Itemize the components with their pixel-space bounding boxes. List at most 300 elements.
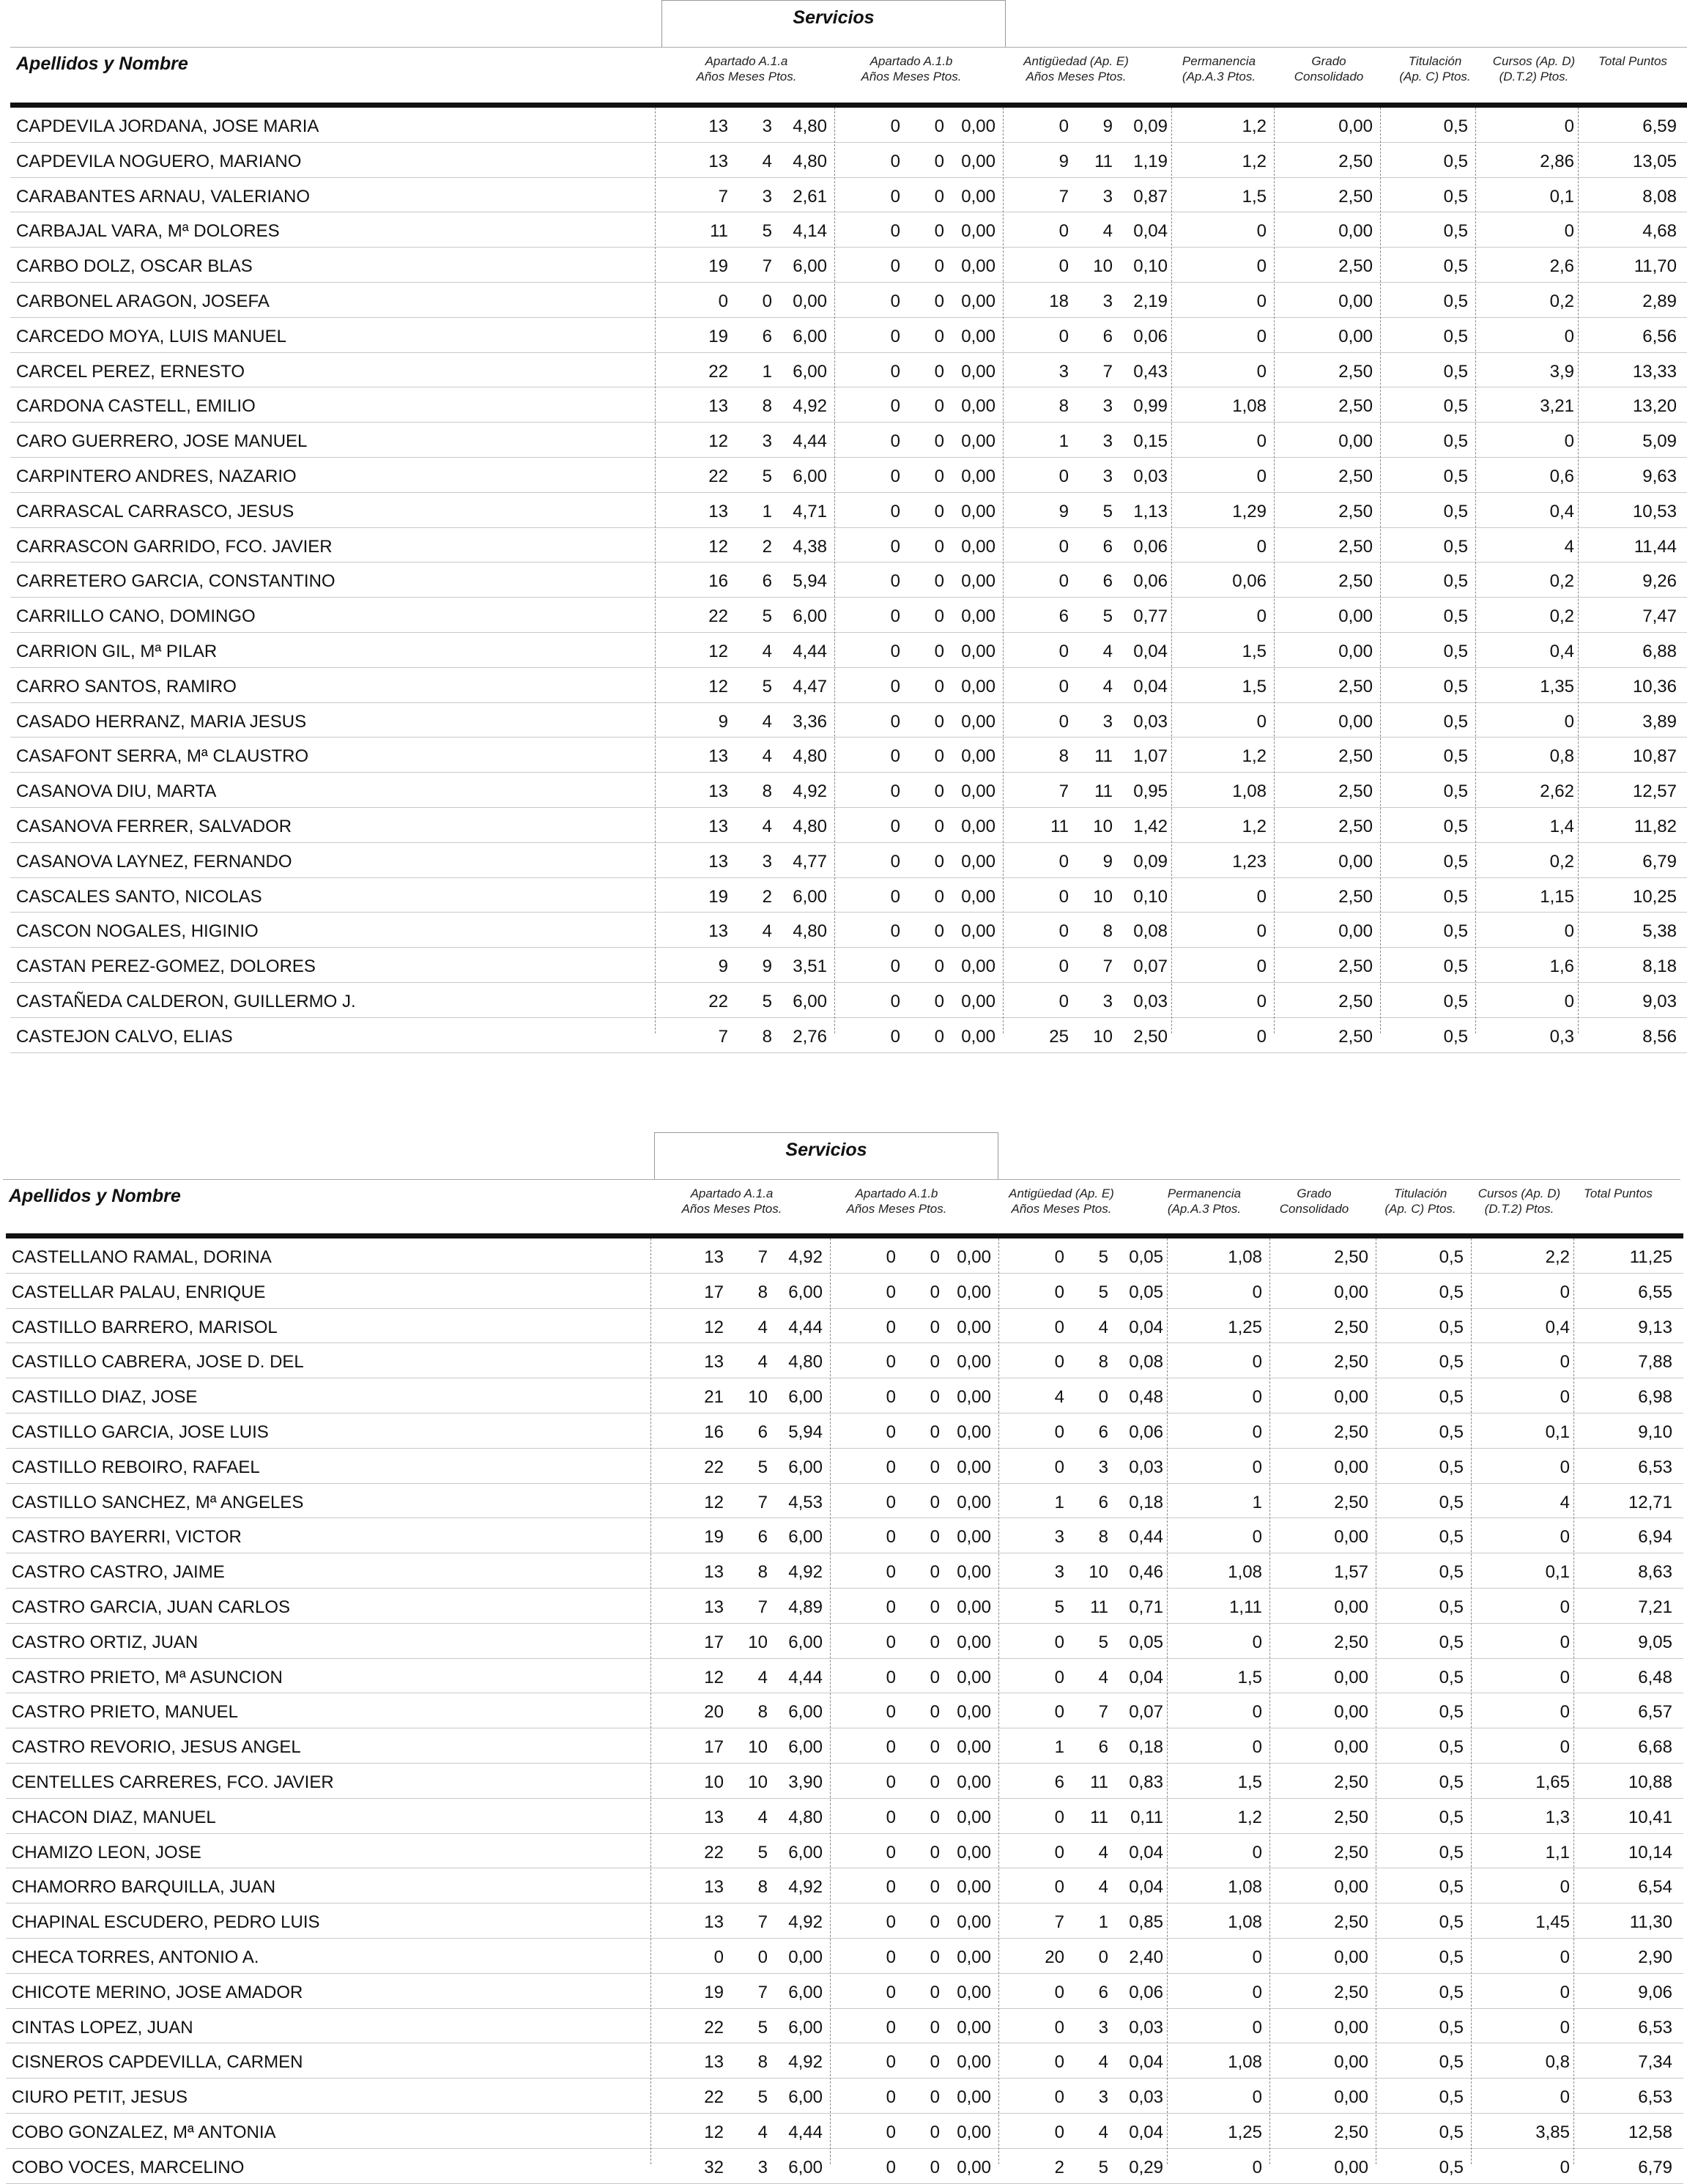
cell-antig-pts: 0,15: [1133, 431, 1168, 452]
cell-antig-pts: 0,06: [1133, 536, 1168, 557]
cell-name: CARRION GIL, Mª PILAR: [16, 641, 218, 661]
cell-grado: 0,00: [1338, 851, 1373, 872]
servicios-header: [654, 1132, 998, 1180]
cell-a1b-pts: 0,00: [957, 1387, 991, 1408]
cell-permanencia: 0: [1252, 1527, 1262, 1548]
cell-a1b-months: 0: [934, 466, 944, 486]
cell-a1a-years: 16: [708, 571, 728, 592]
cell-cursos: 1,45: [1535, 1912, 1570, 1933]
cell-a1b-pts: 0,00: [961, 991, 995, 1011]
cell-permanencia: 0: [1252, 1842, 1262, 1862]
cell-a1b-years: 0: [890, 711, 900, 732]
cell-antig-years: 2: [1054, 2157, 1064, 2177]
cell-permanencia: 1: [1252, 1492, 1262, 1512]
cell-titulacion: 0,5: [1439, 1457, 1464, 1477]
cell-a1b-years: 0: [890, 606, 900, 627]
cell-a1a-pts: 2,61: [793, 186, 827, 207]
cell-a1a-years: 13: [704, 1562, 724, 1583]
cell-cursos: 2,62: [1540, 781, 1574, 802]
cell-permanencia: 0: [1252, 1702, 1262, 1723]
cell-antig-years: 6: [1058, 606, 1069, 627]
cell-name: CASTRO PRIETO, Mª ASUNCION: [12, 1667, 283, 1687]
cell-a1b-years: 0: [890, 781, 900, 802]
table-body-2: [6, 1238, 1683, 2184]
cell-a1b-pts: 0,00: [961, 746, 995, 767]
cell-cursos: 0: [1560, 1387, 1570, 1408]
cell-grado: 0,00: [1338, 606, 1373, 627]
cell-grado: 0,00: [1334, 2157, 1368, 2177]
cell-a1a-pts: 6,00: [793, 361, 827, 382]
cell-a1b-pts: 0,00: [961, 1026, 995, 1047]
table-row: [6, 1903, 1683, 1939]
cell-antig-pts: 0,04: [1129, 2052, 1163, 2073]
cell-antig-years: 0: [1054, 1632, 1064, 1652]
cell-titulacion: 0,5: [1439, 1842, 1464, 1862]
cell-a1b-months: 0: [930, 1842, 940, 1862]
cell-a1a-years: 19: [708, 326, 728, 346]
cell-total: 7,88: [1638, 1352, 1672, 1373]
cell-a1b-pts: 0,00: [957, 2017, 991, 2038]
cell-cursos: 0,1: [1545, 1422, 1570, 1442]
cell-a1b-years: 0: [890, 851, 900, 872]
cell-total: 6,56: [1642, 326, 1677, 346]
cell-grado: 2,50: [1338, 151, 1373, 171]
cell-a1b-pts: 0,00: [961, 851, 995, 872]
cell-a1a-months: 4: [757, 1352, 768, 1373]
cell-cursos: 0: [1560, 1982, 1570, 2002]
cell-a1a-months: 4: [757, 1807, 768, 1827]
cell-a1b-months: 0: [930, 2122, 940, 2142]
cell-a1b-pts: 0,00: [957, 1457, 991, 1477]
cell-antig-years: 0: [1058, 466, 1069, 486]
cell-antig-months: 3: [1098, 2087, 1108, 2108]
cell-grado: 0,00: [1334, 1597, 1368, 1617]
column-divider: [1475, 108, 1476, 1033]
table-row: [10, 913, 1687, 948]
header-apellidos-nombre: Apellidos y Nombre: [9, 1186, 181, 1206]
cell-a1b-pts: 0,00: [957, 1562, 991, 1583]
cell-grado: 2,50: [1334, 1352, 1368, 1373]
cell-a1a-years: 22: [704, 1457, 724, 1477]
cell-name: CARBO DOLZ, OSCAR BLAS: [16, 256, 253, 277]
cell-a1a-pts: 4,92: [793, 781, 827, 802]
cell-a1a-pts: 4,47: [793, 676, 827, 697]
cell-total: 9,13: [1638, 1317, 1672, 1337]
cell-grado: 2,50: [1338, 746, 1373, 767]
cell-titulacion: 0,5: [1439, 1947, 1464, 1967]
cell-permanencia: 0: [1252, 1737, 1262, 1758]
cell-a1b-years: 0: [886, 1912, 896, 1933]
cell-antig-months: 3: [1102, 431, 1113, 452]
cell-a1a-months: 8: [757, 1282, 768, 1302]
cell-a1a-pts: 6,00: [788, 1527, 823, 1548]
cell-a1a-pts: 4,92: [793, 396, 827, 417]
cell-total: 5,09: [1642, 431, 1677, 452]
cell-a1b-months: 0: [930, 1247, 940, 1267]
table-row: [10, 458, 1687, 493]
cell-a1b-years: 0: [886, 1282, 896, 1302]
table-row: [10, 318, 1687, 353]
cell-name: CASADO HERRANZ, MARIA JESUS: [16, 711, 307, 732]
cell-permanencia: 1,2: [1242, 816, 1267, 836]
cell-a1b-pts: 0,00: [957, 1912, 991, 1933]
cell-grado: 1,57: [1334, 1562, 1368, 1583]
cell-antig-years: 0: [1054, 1667, 1064, 1687]
cell-antig-pts: 1,07: [1133, 746, 1168, 767]
table-row: [10, 1018, 1687, 1053]
cell-a1b-months: 0: [934, 606, 944, 627]
cell-antig-years: 0: [1054, 1457, 1064, 1477]
cell-a1a-months: 4: [757, 1317, 768, 1337]
cell-a1a-months: 3: [762, 431, 772, 452]
cell-a1b-years: 0: [890, 501, 900, 521]
cell-a1a-months: 8: [757, 2052, 768, 2073]
cell-a1a-years: 19: [708, 886, 728, 907]
column-divider: [1167, 1238, 1168, 2164]
cell-a1a-years: 13: [708, 921, 728, 942]
column-divider: [830, 1238, 831, 2164]
table-body-1: [10, 108, 1687, 1053]
cell-a1a-years: 9: [718, 711, 728, 732]
cell-antig-pts: 0,43: [1133, 361, 1168, 382]
column-divider: [1471, 1238, 1472, 2164]
cell-permanencia: 1,5: [1242, 186, 1267, 207]
cell-a1a-years: 13: [704, 1807, 724, 1827]
cell-antig-pts: 0,71: [1129, 1597, 1163, 1617]
cell-a1a-years: 22: [708, 606, 728, 627]
header-cursos: Cursos (Ap. D) (D.T.2) Ptos.: [1477, 1186, 1561, 1216]
cell-name: COBO VOCES, MARCELINO: [12, 2157, 245, 2177]
cell-grado: 2,50: [1338, 781, 1373, 802]
cell-grado: 2,50: [1338, 186, 1373, 207]
cell-antig-months: 4: [1098, 2122, 1108, 2142]
cell-a1a-pts: 4,92: [788, 1912, 823, 1933]
cell-titulacion: 0,5: [1443, 466, 1468, 486]
cell-a1a-pts: 4,89: [788, 1597, 823, 1617]
cell-cursos: 0,2: [1549, 291, 1574, 311]
table-row: [10, 738, 1687, 773]
cell-antig-years: 1: [1058, 431, 1069, 452]
cell-a1a-months: 4: [757, 1667, 768, 1687]
cell-antig-years: 0: [1058, 991, 1069, 1011]
cell-antig-pts: 2,50: [1133, 1026, 1168, 1047]
cell-name: CASTRO PRIETO, MANUEL: [12, 1702, 238, 1723]
cell-permanencia: 0: [1256, 957, 1267, 977]
cell-permanencia: 1,5: [1237, 1667, 1262, 1687]
cell-a1b-years: 0: [890, 746, 900, 767]
cell-name: CARRETERO GARCIA, CONSTANTINO: [16, 571, 335, 592]
cell-antig-months: 4: [1098, 2052, 1108, 2073]
cell-a1b-years: 0: [886, 1317, 896, 1337]
cell-total: 11,44: [1634, 536, 1677, 557]
table-row: [10, 528, 1687, 563]
cell-antig-years: 0: [1058, 221, 1069, 242]
cell-a1a-years: 13: [708, 816, 728, 836]
header-total-puntos: Total Puntos: [1584, 1186, 1653, 1200]
cell-name: CASCON NOGALES, HIGINIO: [16, 921, 259, 942]
cell-a1a-years: 12: [708, 641, 728, 661]
cell-antig-pts: 0,03: [1133, 466, 1168, 486]
cell-antig-pts: 0,10: [1133, 256, 1168, 277]
cell-a1b-pts: 0,00: [957, 1282, 991, 1302]
cell-a1a-years: 19: [704, 1982, 724, 2002]
cell-titulacion: 0,5: [1439, 2052, 1464, 2073]
cell-antig-months: 5: [1102, 501, 1113, 521]
cell-name: CASTRO GARCIA, JUAN CARLOS: [12, 1597, 291, 1617]
cell-a1a-years: 12: [704, 1492, 724, 1512]
cell-a1b-years: 0: [886, 1982, 896, 2002]
cell-name: CASAFONT SERRA, Mª CLAUSTRO: [16, 746, 309, 767]
cell-a1a-pts: 0,00: [793, 291, 827, 311]
cell-grado: 2,50: [1338, 361, 1373, 382]
cell-a1b-pts: 0,00: [961, 641, 995, 661]
cell-cursos: 0: [1560, 1527, 1570, 1548]
cell-titulacion: 0,5: [1439, 1737, 1464, 1758]
header-titulacion: Titulación (Ap. C) Ptos.: [1399, 54, 1471, 83]
cell-cursos: 0: [1560, 1702, 1570, 1723]
cell-antig-years: 0: [1054, 1282, 1064, 1302]
cell-antig-pts: 0,04: [1133, 676, 1168, 697]
cell-cursos: 0: [1564, 921, 1574, 942]
cell-a1b-months: 0: [930, 1527, 940, 1548]
cell-cursos: 0: [1564, 326, 1574, 346]
cell-antig-years: 0: [1058, 886, 1069, 907]
cell-titulacion: 0,5: [1439, 1632, 1464, 1652]
cell-a1b-pts: 0,00: [957, 1492, 991, 1512]
cell-a1a-pts: 4,92: [788, 1247, 823, 1267]
cell-permanencia: 0: [1256, 291, 1267, 311]
cell-cursos: 1,1: [1545, 1842, 1570, 1862]
cell-a1a-years: 12: [704, 1667, 724, 1687]
cell-cursos: 1,15: [1540, 886, 1574, 907]
cell-a1a-pts: 2,76: [793, 1026, 827, 1047]
cell-titulacion: 0,5: [1439, 2122, 1464, 2142]
cell-antig-years: 0: [1054, 2087, 1064, 2108]
cell-a1a-pts: 6,00: [788, 1737, 823, 1758]
cell-permanencia: 0: [1252, 2017, 1262, 2038]
cell-a1b-pts: 0,00: [961, 326, 995, 346]
cell-a1b-years: 0: [890, 641, 900, 661]
cell-titulacion: 0,5: [1439, 1982, 1464, 2002]
cell-a1a-pts: 4,92: [788, 1877, 823, 1898]
cell-antig-years: 0: [1054, 2017, 1064, 2038]
cell-total: 10,88: [1628, 1772, 1672, 1792]
cell-a1a-years: 13: [708, 746, 728, 767]
cell-total: 2,89: [1642, 291, 1677, 311]
table-row: [6, 2114, 1683, 2149]
header-antiguedad: Antigüedad (Ap. E) Años Meses Ptos.: [1023, 54, 1129, 83]
cell-a1a-months: 7: [757, 1982, 768, 2002]
cell-name: CASANOVA LAYNEZ, FERNANDO: [16, 851, 292, 872]
cell-total: 6,53: [1638, 2017, 1672, 2038]
column-divider: [998, 1238, 999, 2164]
column-divider: [1274, 108, 1275, 1033]
cell-a1b-pts: 0,00: [961, 676, 995, 697]
cell-cursos: 2,2: [1545, 1247, 1570, 1267]
cell-antig-years: 0: [1058, 711, 1069, 732]
cell-total: 6,94: [1638, 1527, 1672, 1548]
cell-titulacion: 0,5: [1443, 816, 1468, 836]
cell-a1b-pts: 0,00: [961, 781, 995, 802]
cell-a1a-months: 4: [762, 746, 772, 767]
cell-antig-pts: 0,95: [1133, 781, 1168, 802]
cell-permanencia: 1,08: [1228, 1562, 1262, 1583]
cell-permanencia: 1,08: [1232, 781, 1267, 802]
cell-antig-pts: 0,07: [1133, 957, 1168, 977]
cell-a1a-years: 19: [708, 256, 728, 277]
cell-antig-months: 6: [1102, 571, 1113, 592]
cell-a1b-pts: 0,00: [957, 1807, 991, 1827]
cell-a1a-years: 32: [704, 2157, 724, 2177]
cell-a1b-pts: 0,00: [961, 221, 995, 242]
cell-grado: 0,00: [1338, 326, 1373, 346]
cell-a1b-pts: 0,00: [961, 466, 995, 486]
cell-a1b-months: 0: [930, 1702, 940, 1723]
cell-total: 9,63: [1642, 466, 1677, 486]
cell-a1b-months: 0: [934, 676, 944, 697]
cell-a1b-months: 0: [934, 921, 944, 942]
table-row: [10, 668, 1687, 703]
cell-permanencia: 0: [1252, 1632, 1262, 1652]
cell-cursos: 0: [1564, 431, 1574, 452]
cell-antig-pts: 1,42: [1133, 816, 1168, 836]
cell-a1a-pts: 4,80: [793, 921, 827, 942]
cell-a1a-pts: 0,00: [788, 1947, 823, 1967]
cell-cursos: 0: [1560, 1667, 1570, 1687]
cell-a1a-pts: 4,80: [793, 151, 827, 171]
table-row: [6, 1484, 1683, 1519]
cell-permanencia: 0: [1256, 256, 1267, 277]
cell-antig-years: 0: [1058, 851, 1069, 872]
cell-antig-pts: 0,83: [1129, 1772, 1163, 1792]
cell-a1a-months: 10: [748, 1737, 768, 1758]
cell-a1b-months: 0: [930, 2087, 940, 2108]
header-apartado-a1a: Apartado A.1.a Años Meses Ptos.: [696, 54, 797, 83]
cell-titulacion: 0,5: [1443, 571, 1468, 592]
cell-a1a-pts: 4,14: [793, 221, 827, 242]
cell-a1b-years: 0: [890, 361, 900, 382]
cell-antig-years: 3: [1054, 1562, 1064, 1583]
cell-titulacion: 0,5: [1443, 957, 1468, 977]
cell-antig-pts: 0,08: [1129, 1352, 1163, 1373]
cell-antig-years: 8: [1058, 746, 1069, 767]
cell-antig-years: 0: [1058, 536, 1069, 557]
cell-a1a-years: 22: [708, 361, 728, 382]
cell-a1a-years: 22: [704, 2087, 724, 2108]
cell-a1a-pts: 4,71: [793, 501, 827, 521]
cell-antig-years: 0: [1054, 1422, 1064, 1442]
cell-antig-pts: 0,29: [1129, 2157, 1163, 2177]
cell-antig-pts: 0,05: [1129, 1247, 1163, 1267]
cell-antig-months: 5: [1098, 1282, 1108, 1302]
table-section-2: [0, 1132, 1687, 2177]
cell-total: 8,56: [1642, 1026, 1677, 1047]
cell-grado: 2,50: [1334, 1492, 1368, 1512]
cell-antig-months: 11: [1094, 781, 1113, 802]
cell-permanencia: 1,08: [1228, 1877, 1262, 1898]
cell-name: CARCEL PEREZ, ERNESTO: [16, 361, 245, 382]
cell-grado: 2,50: [1338, 396, 1373, 417]
cell-a1b-months: 0: [934, 501, 944, 521]
cell-antig-years: 0: [1058, 921, 1069, 942]
cell-antig-years: 0: [1058, 641, 1069, 661]
cell-a1b-months: 0: [934, 326, 944, 346]
cell-total: 10,87: [1632, 746, 1677, 767]
cell-a1b-months: 0: [930, 1947, 940, 1967]
cell-antig-years: 18: [1049, 291, 1069, 311]
cell-a1b-years: 0: [886, 1877, 896, 1898]
cell-name: CHAMIZO LEON, JOSE: [12, 1842, 201, 1862]
cell-antig-months: 11: [1094, 151, 1113, 171]
cell-total: 9,05: [1638, 1632, 1672, 1652]
cell-titulacion: 0,5: [1443, 536, 1468, 557]
cell-antig-pts: 0,04: [1129, 1842, 1163, 1862]
cell-total: 2,90: [1638, 1947, 1672, 1967]
cell-a1b-years: 0: [890, 991, 900, 1011]
cell-titulacion: 0,5: [1443, 151, 1468, 171]
cell-a1a-months: 10: [748, 1387, 768, 1408]
cell-a1a-pts: 6,00: [788, 1702, 823, 1723]
cell-a1b-pts: 0,00: [957, 1527, 991, 1548]
cell-a1b-months: 0: [930, 1667, 940, 1687]
cell-antig-months: 0: [1098, 1947, 1108, 1967]
cell-titulacion: 0,5: [1443, 361, 1468, 382]
cell-a1b-pts: 0,00: [961, 186, 995, 207]
cell-antig-months: 3: [1098, 1457, 1108, 1477]
cell-total: 10,25: [1632, 886, 1677, 907]
cell-antig-months: 10: [1089, 1562, 1108, 1583]
table-row: [6, 1309, 1683, 1344]
cell-antig-months: 3: [1102, 291, 1113, 311]
cell-a1a-pts: 6,00: [793, 256, 827, 277]
cell-cursos: 0: [1564, 711, 1574, 732]
cell-grado: 0,00: [1334, 1387, 1368, 1408]
cell-antig-months: 11: [1094, 746, 1113, 767]
cell-titulacion: 0,5: [1439, 1492, 1464, 1512]
table-row: [10, 562, 1687, 598]
cell-permanencia: 1,25: [1228, 1317, 1262, 1337]
cell-antig-pts: 1,19: [1133, 151, 1168, 171]
cell-total: 8,18: [1642, 957, 1677, 977]
cell-titulacion: 0,5: [1439, 1667, 1464, 1687]
cell-total: 9,06: [1638, 1982, 1672, 2002]
cell-a1a-pts: 4,44: [788, 1667, 823, 1687]
cell-a1a-months: 4: [757, 2122, 768, 2142]
cell-cursos: 3,9: [1549, 361, 1574, 382]
cell-cursos: 3,21: [1540, 396, 1574, 417]
cell-name: CASTILLO DIAZ, JOSE: [12, 1387, 198, 1408]
cell-cursos: 0,6: [1549, 466, 1574, 486]
cell-a1b-months: 0: [934, 256, 944, 277]
cell-cursos: 0,4: [1545, 1317, 1570, 1337]
cell-a1b-pts: 0,00: [961, 116, 995, 136]
cell-total: 6,59: [1642, 116, 1677, 136]
cell-a1b-years: 0: [886, 1457, 896, 1477]
cell-grado: 2,50: [1338, 571, 1373, 592]
cell-cursos: 4: [1560, 1492, 1570, 1512]
cell-antig-months: 6: [1102, 536, 1113, 557]
table-row: [6, 1624, 1683, 1659]
servicios-label: Servicios: [785, 1140, 867, 1160]
cell-a1b-years: 0: [890, 326, 900, 346]
cell-a1b-months: 0: [930, 1457, 940, 1477]
cell-a1b-pts: 0,00: [961, 571, 995, 592]
cell-a1a-months: 0: [762, 291, 772, 311]
cell-a1a-pts: 4,92: [788, 2052, 823, 2073]
header-apellidos-nombre: Apellidos y Nombre: [16, 53, 188, 74]
cell-total: 7,47: [1642, 606, 1677, 627]
cell-grado: 2,50: [1334, 1842, 1368, 1862]
